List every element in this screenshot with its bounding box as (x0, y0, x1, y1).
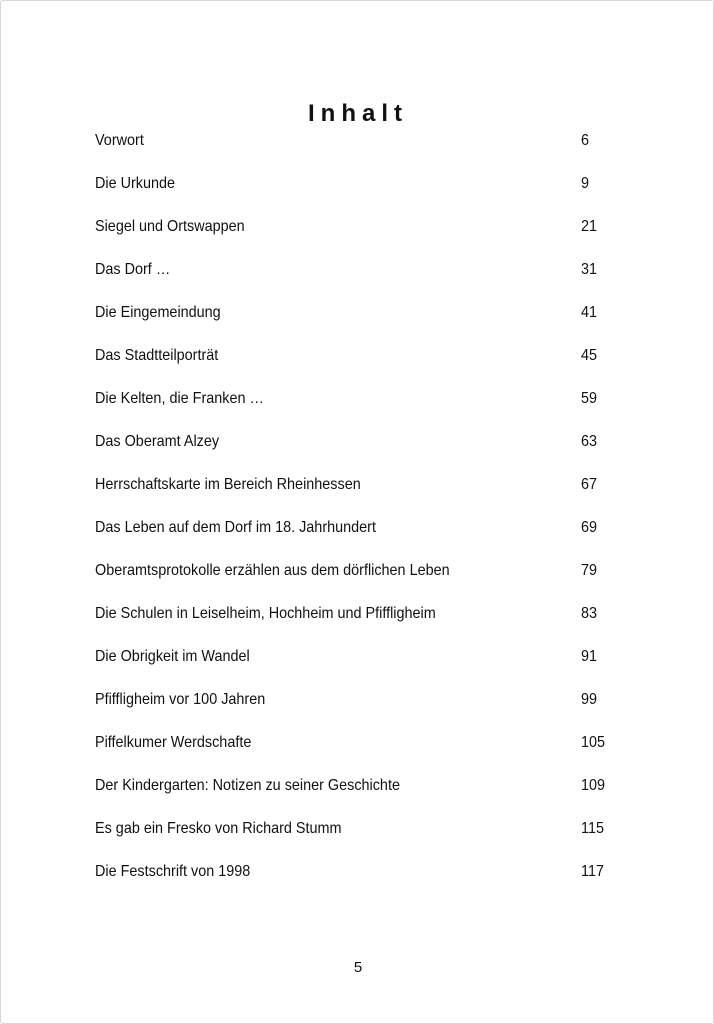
toc-entry-title: Oberamtsprotokolle erzählen aus dem dörflichen Leben (95, 562, 450, 579)
toc-entry-title: Das Oberamt Alzey (95, 433, 220, 450)
toc-entry-page: 69 (581, 519, 598, 536)
toc-entry-title: Es gab ein Fresko von Richard Stumm (95, 820, 342, 837)
toc-entry-title: Herrschaftskarte im Bereich Rheinhessen (95, 476, 361, 493)
toc-entry-page: 63 (581, 433, 598, 450)
toc-entry (95, 258, 615, 301)
table-of-contents (95, 129, 615, 903)
toc-entry (95, 430, 615, 473)
toc-entry-page: 9 (581, 175, 590, 192)
toc-entry (95, 645, 615, 688)
toc-entry (95, 602, 615, 645)
toc-entry-page: 67 (581, 476, 598, 493)
toc-entry-title: Die Schulen in Leiselheim, Hochheim und Pfiffligheim (95, 605, 436, 622)
toc-entry (95, 817, 615, 860)
toc-entry-title: Siegel und Ortswappen (95, 218, 245, 235)
toc-entry-page: 79 (581, 562, 598, 579)
toc-entry (95, 129, 615, 172)
toc-entry (95, 344, 615, 387)
toc-entry (95, 559, 615, 602)
toc-entry-page: 91 (581, 648, 598, 665)
toc-entry-title: Das Leben auf dem Dorf im 18. Jahrhundert (95, 519, 376, 536)
toc-entry-page: 21 (581, 218, 598, 235)
toc-entry-title: Piffelkumer Werdschafte (95, 734, 252, 751)
toc-entry (95, 301, 615, 344)
toc-entry-page: 115 (581, 820, 604, 837)
page-number: 5 (353, 959, 363, 976)
toc-entry-title: Der Kindergarten: Notizen zu seiner Geschichte (95, 777, 400, 794)
toc-entry-title: Die Eingemeindung (95, 304, 221, 321)
toc-entry-title: Die Festschrift von 1998 (95, 863, 251, 880)
toc-entry (95, 215, 615, 258)
toc-entry (95, 688, 615, 731)
toc-entry-page: 99 (581, 691, 598, 708)
page-title: Inhalt (308, 100, 408, 127)
toc-entry-title: Pfiffligheim vor 100 Jahren (95, 691, 266, 708)
toc-entry-page: 109 (581, 777, 606, 794)
toc-entry-title: Vorwort (95, 132, 144, 149)
toc-entry-title: Die Kelten, die Franken … (95, 390, 264, 407)
toc-entry-title: Das Stadtteilporträt (95, 347, 219, 364)
toc-entry-title: Die Urkunde (95, 175, 176, 192)
toc-entry-page: 31 (581, 261, 598, 278)
toc-entry-page: 6 (581, 132, 590, 149)
toc-entry (95, 172, 615, 215)
toc-entry (95, 516, 615, 559)
toc-entry-page: 117 (581, 863, 604, 880)
toc-entry (95, 387, 615, 430)
toc-entry-page: 59 (581, 390, 598, 407)
toc-entry (95, 731, 615, 774)
toc-entry-page: 41 (581, 304, 598, 321)
toc-entry-page: 45 (581, 347, 598, 364)
toc-entry (95, 774, 615, 817)
toc-entry-title: Das Dorf … (95, 261, 171, 278)
toc-entry-page: 105 (581, 734, 606, 751)
toc-entry-title: Die Obrigkeit im Wandel (95, 648, 250, 665)
toc-entry (95, 473, 615, 516)
toc-entry (95, 860, 615, 903)
toc-entry-page: 83 (581, 605, 598, 622)
